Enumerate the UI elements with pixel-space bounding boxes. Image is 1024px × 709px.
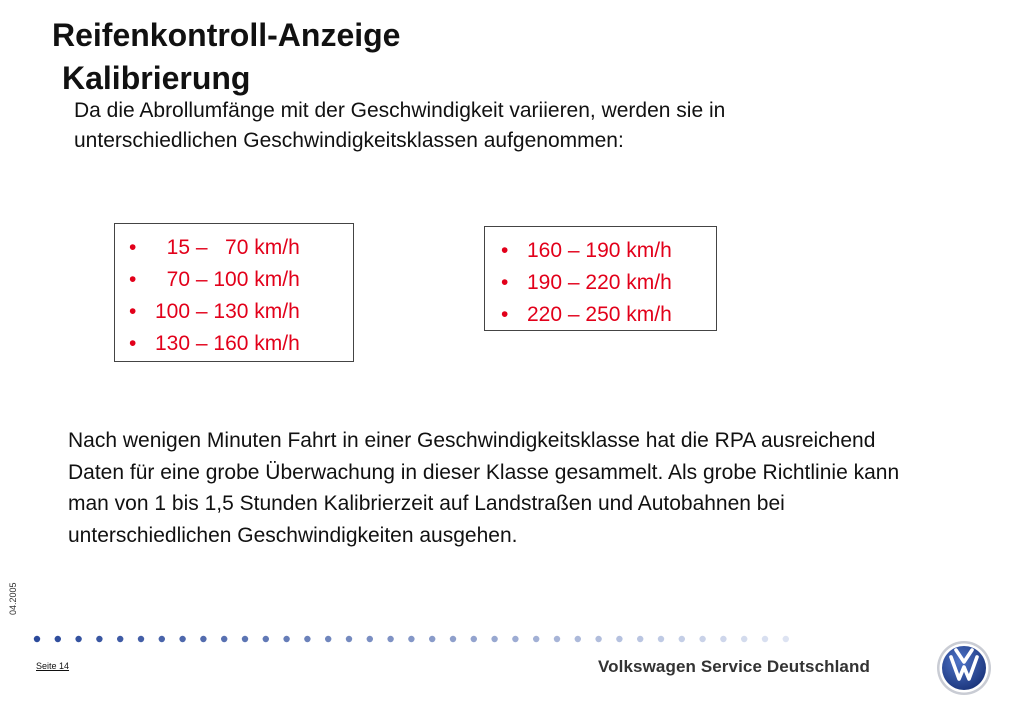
speed-class-item bbox=[129, 296, 353, 328]
vw-logo-icon bbox=[936, 640, 992, 696]
decorative-dot bbox=[34, 636, 40, 642]
speed-class-item bbox=[501, 299, 716, 331]
decorative-dot bbox=[75, 636, 81, 642]
decorative-dot bbox=[616, 636, 622, 642]
decorative-dot bbox=[512, 636, 518, 642]
speed-class-item bbox=[129, 264, 353, 296]
decorative-dot bbox=[679, 636, 685, 642]
bullet-icon: • bbox=[129, 236, 137, 259]
decorative-dot bbox=[741, 636, 747, 642]
brand-name: Volkswagen Service Deutschland bbox=[598, 657, 870, 676]
speed-class-item bbox=[501, 267, 716, 299]
speed-class-label: 220 – 250 km/h bbox=[527, 303, 672, 326]
speed-class-label: 15 – 70 km/h bbox=[155, 236, 300, 259]
body-text: Nach wenigen Minuten Fahrt in einer Geschwindigkeitsklasse hat die RPA ausreichend Daten für eine grobe Überwachung in dieser Klasse gesammelt. Als grobe Richtlinie kann man von 1 bis 1,5 Stunden Kalibrierzeit auf Landstraßen und Autobahnen bei unterschiedlichen Geschwindigkeiten ausgehen. bbox=[68, 429, 900, 547]
speed-classes-box-left bbox=[114, 223, 354, 362]
bullet-icon: • bbox=[129, 300, 137, 323]
slide-title: Reifenkontroll-Anzeige bbox=[52, 17, 401, 53]
decorative-dot bbox=[283, 636, 289, 642]
decorative-dot bbox=[450, 636, 456, 642]
speed-class-label: 160 – 190 km/h bbox=[527, 239, 672, 262]
decorative-dot bbox=[367, 636, 373, 642]
decorative-dot bbox=[387, 636, 393, 642]
speed-classes-list-left bbox=[129, 232, 353, 360]
speed-class-item bbox=[129, 232, 353, 264]
decorative-dot bbox=[533, 636, 539, 642]
bullet-icon: • bbox=[501, 271, 509, 294]
speed-class-label: 130 – 160 km/h bbox=[155, 332, 300, 355]
speed-class-label: 70 – 100 km/h bbox=[155, 268, 300, 291]
decorative-dot bbox=[221, 636, 227, 642]
decorative-dot bbox=[263, 636, 269, 642]
bullet-icon: • bbox=[129, 268, 137, 291]
intro-text: Da die Abrollumfänge mit der Geschwindigkeit variieren, werden sie in unterschiedlichen Geschwindigkeitsklassen aufgenommen: bbox=[74, 99, 726, 152]
decorative-dot bbox=[720, 636, 726, 642]
decorative-dot bbox=[179, 636, 185, 642]
decorative-dot bbox=[699, 636, 705, 642]
decorative-dot bbox=[575, 636, 581, 642]
decorative-dot bbox=[325, 636, 331, 642]
decorative-dot bbox=[346, 636, 352, 642]
speed-classes-box-right bbox=[484, 226, 717, 331]
page-number: Seite 14 bbox=[36, 661, 70, 671]
bullet-icon: • bbox=[501, 303, 509, 326]
decorative-dot bbox=[408, 636, 414, 642]
decorative-dot bbox=[637, 636, 643, 642]
speed-class-label: 100 – 130 km/h bbox=[155, 300, 300, 323]
decorative-dot bbox=[658, 636, 664, 642]
decorative-dot bbox=[304, 636, 310, 642]
decorative-dot bbox=[554, 636, 560, 642]
decorative-dot bbox=[117, 636, 123, 642]
decorative-dot bbox=[429, 636, 435, 642]
speed-class-item bbox=[129, 328, 353, 360]
decorative-dot bbox=[96, 636, 102, 642]
speed-classes-list-right bbox=[501, 235, 716, 331]
decorative-dot bbox=[471, 636, 477, 642]
slide-subtitle: Kalibrierung bbox=[62, 60, 251, 96]
decorative-dot bbox=[783, 636, 789, 642]
bullet-icon: • bbox=[501, 239, 509, 262]
decorative-dot bbox=[762, 636, 768, 642]
bullet-icon: • bbox=[129, 332, 137, 355]
speed-class-label: 190 – 220 km/h bbox=[527, 271, 672, 294]
decorative-dot bbox=[200, 636, 206, 642]
decorative-dot bbox=[138, 636, 144, 642]
decorative-dot bbox=[595, 636, 601, 642]
date-label: 04.2005 bbox=[8, 582, 18, 615]
decorative-dot bbox=[159, 636, 165, 642]
decorative-dot bbox=[55, 636, 61, 642]
decorative-dot-row bbox=[30, 632, 800, 646]
decorative-dot bbox=[242, 636, 248, 642]
decorative-dot bbox=[491, 636, 497, 642]
speed-class-item bbox=[501, 235, 716, 267]
